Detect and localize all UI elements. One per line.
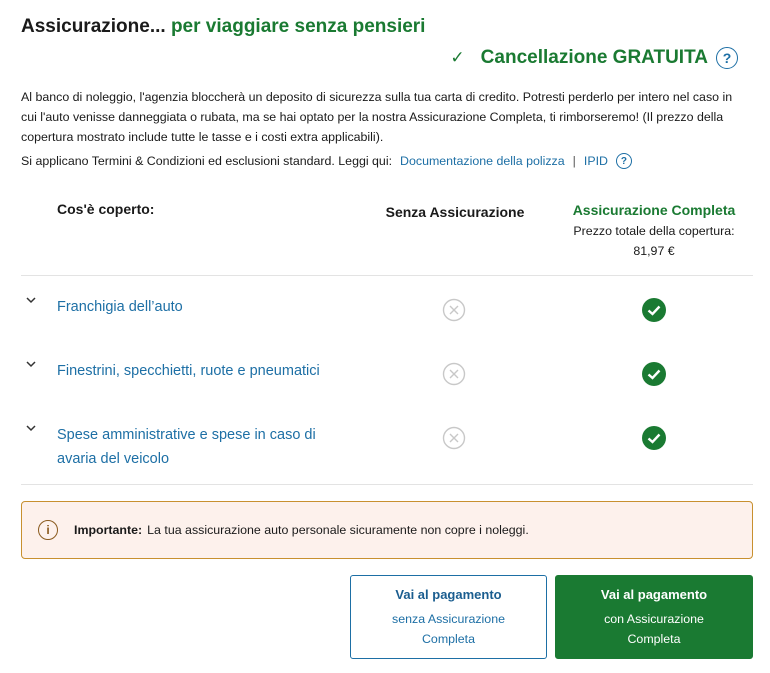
check-icon: ✓ bbox=[450, 48, 465, 67]
ipid-link[interactable]: IPID bbox=[583, 154, 608, 168]
pay-with-insurance-button[interactable] bbox=[555, 575, 753, 659]
insurance-description: Al banco di noleggio, l'agenzia bloccherà un deposito di sicurezza sulla tua carta di credito. Potresti perderlo per intero nel caso in cui l'auto venisse danneggiata o rubata, ma se hai optato per la nostra Assicurazione Completa, ti rimborseremo! (Il prezzo della copertura mostrato include tutte le tasse e i costi extra applicabili). bbox=[21, 90, 733, 144]
terms-line bbox=[21, 153, 632, 169]
chevron-down-icon[interactable] bbox=[25, 293, 39, 307]
column-header-no-insurance: Senza Assicurazione bbox=[385, 204, 525, 220]
page-title bbox=[21, 16, 425, 38]
question-circle-icon[interactable]: ? bbox=[716, 47, 738, 69]
check-circle-icon bbox=[642, 426, 666, 450]
terms-separator: | bbox=[572, 154, 576, 168]
pay-without-insurance-button[interactable] bbox=[350, 575, 547, 659]
notice-text: La tua assicurazione auto personale sicuramente non copre i noleggi. bbox=[147, 523, 529, 537]
table-divider bbox=[21, 275, 753, 276]
check-circle-icon bbox=[642, 362, 666, 386]
x-circle-icon bbox=[442, 426, 466, 450]
button-main-label: Vai al pagamento bbox=[395, 587, 502, 602]
button-main-label: Vai al pagamento bbox=[600, 587, 708, 602]
notice-bold: Importante: bbox=[74, 523, 143, 537]
coverage-label[interactable]: Franchigia dell’auto bbox=[57, 299, 183, 315]
column-header-full-insurance bbox=[555, 201, 753, 260]
title-main: Assicurazione... bbox=[21, 16, 166, 37]
x-circle-icon bbox=[442, 362, 466, 386]
coverage-label[interactable]: Finestrini, specchietti, ruote e pneumatici bbox=[57, 363, 320, 379]
column-header-covered: Cos'è coperto: bbox=[57, 201, 155, 217]
info-circle-icon: i bbox=[38, 520, 58, 540]
coverage-label[interactable]: Spese amministrative e spese in caso di avaria del veicolo bbox=[57, 427, 316, 467]
question-circle-icon[interactable]: ? bbox=[616, 153, 632, 169]
button-sub-label: senza Assicurazione Completa bbox=[392, 612, 505, 646]
free-cancellation-badge bbox=[450, 47, 738, 69]
button-sub-label: con Assicurazione Completa bbox=[604, 612, 704, 646]
policy-documentation-link[interactable]: Documentazione della polizza bbox=[400, 154, 565, 168]
important-notice bbox=[21, 501, 753, 559]
table-divider bbox=[21, 484, 753, 485]
title-accent: per viaggiare senza pensieri bbox=[170, 16, 426, 37]
x-circle-icon bbox=[442, 298, 466, 322]
full-insurance-price-label: Prezzo totale della copertura: bbox=[573, 224, 735, 238]
terms-lead: Si applicano Termini & Condizioni ed esclusioni standard. Leggi qui: bbox=[21, 154, 393, 168]
full-insurance-name: Assicurazione Completa bbox=[572, 202, 736, 218]
chevron-down-icon[interactable] bbox=[25, 421, 39, 435]
full-insurance-price: 81,97 € bbox=[633, 244, 675, 258]
free-cancellation-label: Cancellazione GRATUITA bbox=[480, 47, 708, 68]
check-circle-icon bbox=[642, 298, 666, 322]
chevron-down-icon[interactable] bbox=[25, 357, 39, 371]
